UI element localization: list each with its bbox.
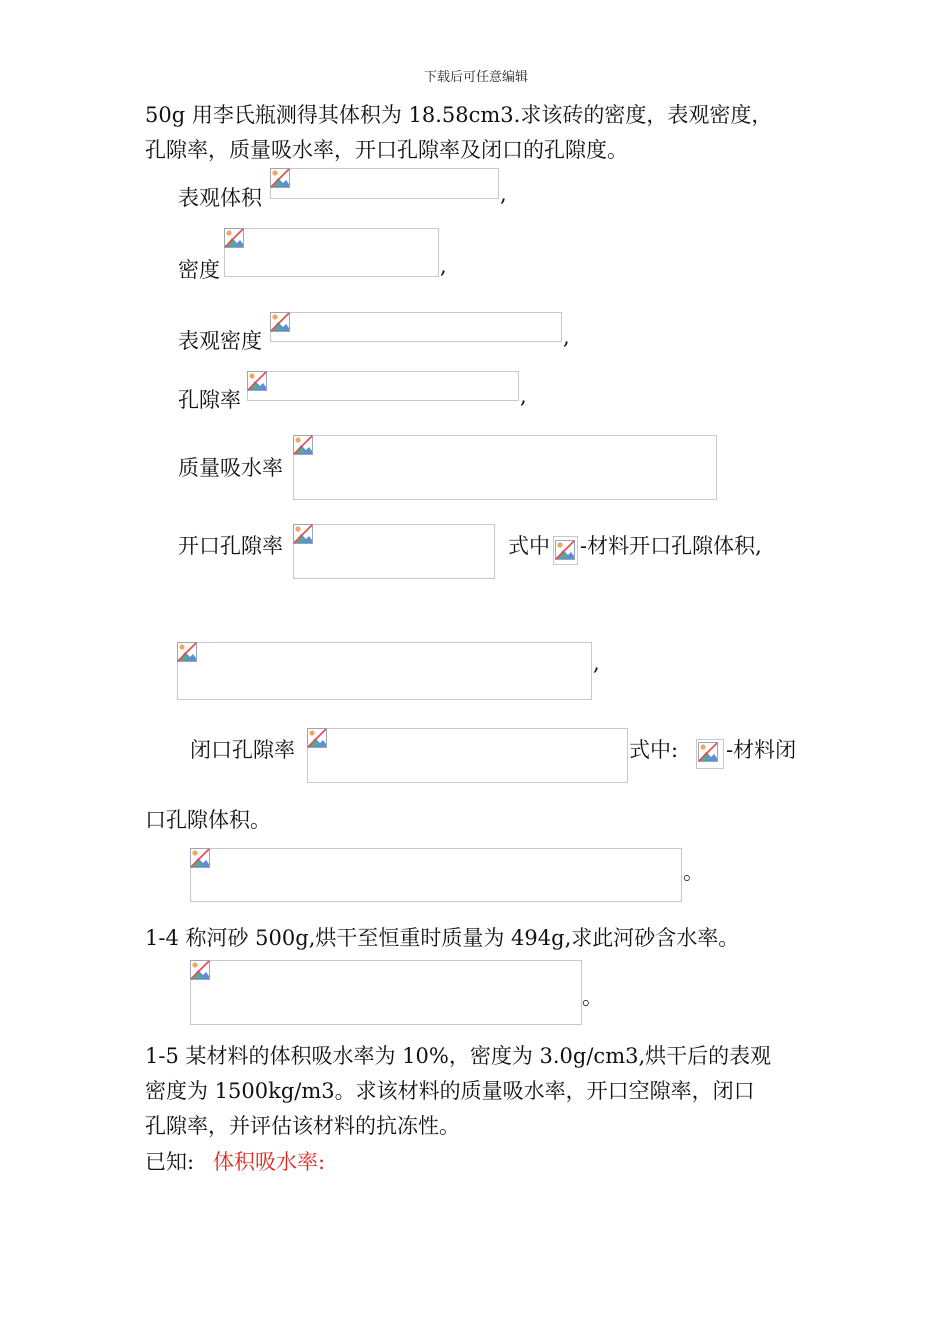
broken-image-icon — [698, 742, 718, 762]
apparent-density-comma: , — [563, 325, 570, 349]
broken-image-icon — [224, 228, 244, 248]
apparent-volume-comma: , — [500, 182, 507, 206]
problem-1-4-text: 1-4 称河砂 500g,烘干至恒重时质量为 494g,求此河砂含水率。 — [145, 926, 740, 950]
open-volume-formula-image — [177, 642, 592, 700]
apparent-density-formula-image — [270, 312, 562, 342]
broken-image-icon — [293, 524, 313, 544]
open-porosity-note-prefix: 式中 — [508, 534, 550, 558]
porosity-label: 孔隙率 — [178, 388, 241, 412]
closed-porosity-label: 闭口孔隙率 — [190, 738, 295, 762]
mass-absorption-formula-image — [293, 435, 717, 500]
open-porosity-label: 开口孔隙率 — [178, 534, 283, 558]
density-label: 密度 — [178, 258, 220, 282]
density-formula-image — [224, 228, 439, 277]
intro-line-1: 50g 用李氏瓶测得其体积为 18.58cm3.求该砖的密度，表观密度， — [145, 103, 773, 127]
mass-absorption-label: 质量吸水率 — [178, 456, 283, 480]
closed-porosity-note-suffix: -材料闭 — [726, 738, 797, 762]
open-volume-comma: , — [593, 651, 600, 675]
apparent-volume-label: 表观体积 — [178, 186, 262, 210]
broken-image-icon — [307, 728, 327, 748]
closed-volume-formula-image — [190, 848, 682, 902]
known-label: 已知: — [145, 1150, 195, 1174]
apparent-volume-formula-image — [270, 168, 499, 199]
broken-image-icon — [177, 642, 197, 662]
closed-porosity-note-prefix: 式中: — [629, 738, 679, 762]
closed-porosity-note-line-2: 口孔隙体积。 — [145, 808, 271, 832]
problem-1-5-line-3: 孔隙率，并评估该材料的抗冻性。 — [145, 1114, 460, 1138]
page-header: 下载后可任意编辑 — [424, 70, 529, 85]
broken-image-icon — [270, 312, 290, 332]
open-porosity-formula-image — [293, 524, 495, 579]
problem-1-5-line-2: 密度为 1500kg/m3。求该材料的质量吸水率，开口空隙率，闭口 — [145, 1079, 755, 1103]
broken-image-icon — [555, 540, 575, 560]
open-porosity-note-suffix: -材料开口孔隙体积, — [580, 534, 762, 558]
porosity-comma: , — [520, 384, 527, 408]
closed-volume-period: 。 — [683, 860, 704, 884]
known-value: 体积吸水率: — [213, 1150, 326, 1174]
density-comma: , — [440, 254, 447, 278]
problem-1-5-line-1: 1-5 某材料的体积吸水率为 10%，密度为 3.0g/cm3,烘干后的表观 — [145, 1044, 772, 1068]
problem-1-4-answer-image — [190, 960, 582, 1025]
broken-image-icon — [247, 371, 267, 391]
broken-image-icon — [270, 168, 290, 188]
broken-image-icon — [190, 848, 210, 868]
problem-1-4-period: 。 — [582, 985, 603, 1009]
closed-porosity-formula-image — [307, 728, 628, 783]
broken-image-icon — [190, 960, 210, 980]
porosity-formula-image — [247, 371, 519, 401]
intro-line-2: 孔隙率，质量吸水率，开口孔隙率及闭口的孔隙度。 — [145, 138, 628, 162]
apparent-density-label: 表观密度 — [178, 329, 262, 353]
broken-image-icon — [293, 435, 313, 455]
